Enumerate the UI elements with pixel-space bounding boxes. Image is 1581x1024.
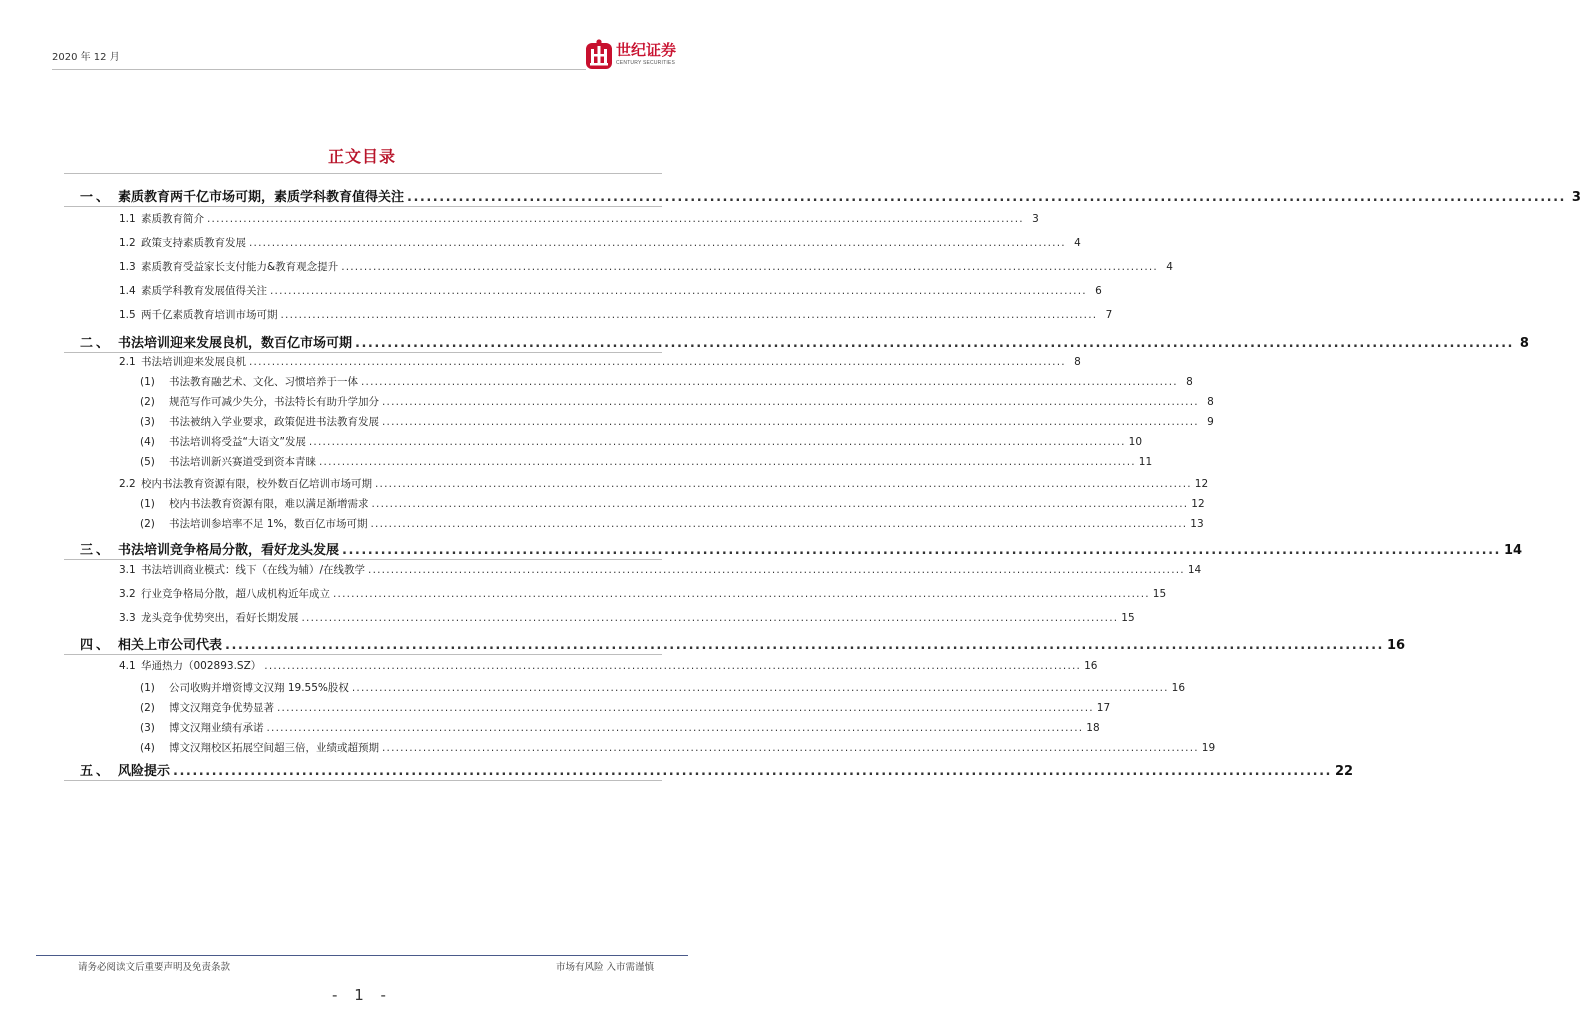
toc-entry-number: 1.3 [119,261,136,273]
toc-entry-leader: .................................................................................................................................................................................... [225,638,1384,653]
toc-entry-leader: .................................................................................................................................................................................... [382,396,1199,408]
toc-entry-title: 博文汉翔校区拓展空间超三倍，业绩或超预期 [169,742,379,754]
toc-entry-page: 12 [1194,478,1209,490]
toc-entry-leader: .................................................................................................................................................................................... [319,456,1136,468]
toc-entry-number: 三、 [80,543,113,558]
toc-entry-title: 素质教育受益家长支付能力&教育观念提升 [141,261,339,273]
risk-warning: 市场有风险 入市需谨慎 [555,962,654,973]
toc-entry-level-3[interactable] [140,434,1143,454]
toc-entry-number: 1.2 [119,237,136,249]
toc-entry-title: 龙头竞争优势突出，看好长期发展 [141,612,299,624]
toc-entry-number: (1) [140,682,155,694]
toc-entry-leader: .................................................................................................................................................................................... [382,742,1199,754]
toc-entry-title: 书法培训商业模式：线下（在线为辅）/在线教学 [141,564,366,576]
toc-entry-level-2[interactable] [119,211,1039,231]
toc-entry-title: 政策支持素质教育发展 [141,237,246,249]
toc-entry-title: 校内书法教育资源有限，难以满足渐增需求 [169,498,369,510]
toc-entry-number: 3.3 [119,612,136,624]
toc-entry-number: (2) [140,518,155,530]
toc-entry-page: 16 [1171,682,1186,694]
company-logo [586,36,696,72]
toc-entry-leader: .................................................................................................................................................................................... [382,416,1199,428]
toc-entry-title: 素质教育简介 [141,213,204,225]
toc-entry-title: 规范写作可减少失分，书法特长有助升学加分 [169,396,379,408]
toc-entry-page: 11 [1138,456,1153,468]
footer-divider [36,955,688,956]
toc-entry-leader: .................................................................................................................................................................................... [370,518,1188,530]
toc-entry-number: 1.4 [119,285,136,297]
toc-entry-title: 博文汉翔竞争优势显著 [169,702,274,714]
toc-title: 正文目录 [327,147,396,166]
toc-entry-leader: .................................................................................................................................................................................... [361,376,1178,388]
toc-entry-page: 9 [1207,416,1214,428]
toc-entry-number: 1.5 [119,309,136,321]
toc-entry-leader: .................................................................................................................................................................................... [249,237,1066,249]
toc-entry-leader: .................................................................................................................................................................................... [333,588,1150,600]
toc-entry-title: 书法培训新兴赛道受到资本青睐 [169,456,316,468]
toc-entry-page: 7 [1105,309,1113,321]
toc-entry-leader: .................................................................................................................................................................................... [371,498,1189,510]
toc-entry-level-2[interactable] [119,658,1098,678]
toc-entry-leader: .................................................................................................................................................................................... [368,564,1185,576]
toc-entry-leader: .................................................................................................................................................................................... [341,261,1158,273]
toc-entry-level-1[interactable] [80,634,1406,654]
toc-entry-level-2[interactable] [119,235,1081,255]
toc-entry-number: (3) [140,722,155,734]
toc-entry-leader: .................................................................................................................................................................................... [407,190,1566,205]
toc-entry-page: 10 [1128,436,1143,448]
toc-entry-title: 书法培训竞争格局分散，看好龙头发展 [118,543,340,558]
toc-entry-number: 4.1 [119,660,136,672]
toc-entry-number: 二、 [80,336,113,351]
toc-entry-leader: .................................................................................................................................................................................... [266,722,1084,734]
toc-entry-page: 3 [1571,190,1581,205]
toc-entry-level-1[interactable] [80,539,1523,559]
toc-entry-title: 公司收购并增资博文汉翔 19.55%股权 [169,682,349,694]
toc-entry-page: 18 [1086,722,1100,734]
toc-entry-level-2[interactable] [119,586,1167,606]
toc-title-divider [64,173,662,174]
toc-entry-title: 素质教育两千亿市场可期，素质学科教育值得关注 [118,190,405,205]
toc-entry-level-3[interactable] [140,374,1193,394]
toc-entry-number: (4) [140,742,155,754]
toc-entry-leader: .................................................................................................................................................................................... [342,543,1501,558]
toc-entry-level-2[interactable] [119,259,1173,279]
toc-entry-page: 12 [1191,498,1205,510]
toc-entry-level-3[interactable] [140,496,1205,516]
report-date: 2020 年 12 月 [52,52,120,63]
toc-entry-number: (1) [140,376,155,388]
toc-entry-page: 22 [1334,764,1354,779]
logo-english-name: CENTURY SECURITIES [616,59,675,66]
toc-entry-number: (1) [140,498,155,510]
toc-entry-page: 4 [1074,237,1081,249]
century-securities-logo-icon [586,39,612,69]
toc-entry-leader: .................................................................................................................................................................................... [308,436,1126,448]
toc-entry-level-2[interactable] [119,283,1102,303]
toc-entry-title: 相关上市公司代表 [118,638,223,653]
toc-entry-page: 15 [1121,612,1135,624]
toc-entry-page: 14 [1503,543,1523,558]
toc-entry-title: 书法培训迎来发展良机 [141,356,246,368]
toc-entry-leader: .................................................................................................................................................................................... [249,356,1066,368]
toc-entry-level-2[interactable] [119,610,1135,630]
toc-entry-page: 8 [1074,356,1081,368]
toc-entry-leader: .................................................................................................................................................................................... [280,309,1098,321]
toc-entry-number: (4) [140,436,155,448]
section-divider [64,352,662,353]
toc-entry-level-3[interactable] [140,740,1216,760]
page-number: - 1 - [332,986,392,1004]
toc-entry-title: 素质学科教育发展值得关注 [141,285,267,297]
toc-entry-page: 13 [1190,518,1204,530]
toc-entry-leader: .................................................................................................................................................................................... [355,336,1514,351]
toc-entry-page: 17 [1096,702,1111,714]
toc-entry-leader: .................................................................................................................................................................................... [270,285,1087,297]
toc-entry-level-2[interactable] [119,307,1113,327]
header-divider [52,69,586,70]
toc-entry-title: 书法被纳入学业要求，政策促进书法教育发展 [169,416,379,428]
toc-entry-title: 博文汉翔业绩有承诺 [169,722,264,734]
toc-entry-level-3[interactable] [140,414,1214,434]
toc-entry-title: 书法培训迎来发展良机，数百亿市场可期 [118,336,353,351]
logo-chinese-name: 世纪证券 [616,40,677,59]
disclaimer-notice: 请务必阅读文后重要声明及免责条款 [78,962,231,973]
toc-entry-page: 15 [1152,588,1167,600]
toc-entry-level-3[interactable] [140,680,1186,700]
toc-entry-level-2[interactable] [119,354,1081,374]
toc-entry-page: 14 [1187,564,1202,576]
toc-entry-title: 风险提示 [118,764,171,779]
toc-entry-page: 6 [1095,285,1102,297]
toc-entry-title: 行业竞争格局分散，超八成机构近年成立 [141,588,330,600]
toc-entry-level-3[interactable] [140,720,1100,740]
section-divider [64,654,662,655]
toc-entry-level-3[interactable] [140,700,1111,720]
toc-entry-title: 华通热力（002893.SZ） [141,660,262,672]
toc-entry-level-1[interactable] [80,332,1529,352]
toc-entry-number: 2.2 [119,478,136,490]
toc-entry-level-1[interactable] [80,186,1581,206]
toc-entry-title: 书法培训将受益“大语文”发展 [169,436,306,448]
toc-entry-leader: .................................................................................................................................................................................... [173,764,1332,779]
toc-entry-page: 3 [1032,213,1039,225]
toc-entry-number: 五、 [80,764,113,779]
toc-entry-number: (2) [140,702,155,714]
toc-entry-leader: .................................................................................................................................................................................... [351,682,1169,694]
toc-entry-level-2[interactable] [119,476,1209,496]
toc-entry-number: 3.2 [119,588,136,600]
toc-entry-page: 19 [1201,742,1216,754]
toc-entry-level-2[interactable] [119,562,1202,582]
toc-entry-page: 8 [1207,396,1214,408]
toc-entry-level-1[interactable] [80,760,1354,780]
toc-entry-page: 8 [1186,376,1193,388]
toc-entry-number: (2) [140,396,155,408]
toc-entry-page: 4 [1166,261,1173,273]
toc-entry-level-3[interactable] [140,516,1204,536]
toc-entry-leader: .................................................................................................................................................................................... [207,213,1024,225]
toc-entry-leader: .................................................................................................................................................................................... [264,660,1082,672]
toc-entry-title: 书法培训参培率不足 1%，数百亿市场可期 [169,518,368,530]
toc-entry-number: 3.1 [119,564,136,576]
section-divider [64,559,662,560]
toc-entry-number: (5) [140,456,155,468]
toc-entry-title: 两千亿素质教育培训市场可期 [141,309,278,321]
toc-entry-number: 1.1 [119,213,136,225]
toc-entry-title: 校内书法教育资源有限，校外数百亿培训市场可期 [141,478,372,490]
toc-entry-page: 8 [1519,336,1529,351]
section-divider [64,780,662,781]
section-divider [64,206,662,207]
toc-entry-level-3[interactable] [140,394,1214,414]
toc-entry-leader: .................................................................................................................................................................................... [375,478,1192,490]
toc-entry-leader: .................................................................................................................................................................................... [277,702,1094,714]
toc-entry-leader: .................................................................................................................................................................................... [301,612,1119,624]
toc-entry-number: (3) [140,416,155,428]
toc-entry-number: 2.1 [119,356,136,368]
toc-entry-title: 书法教育融艺术、文化、习惯培养于一体 [169,376,358,388]
toc-entry-page: 16 [1084,660,1098,672]
toc-entry-number: 四、 [80,638,113,653]
toc-entry-number: 一、 [80,190,113,205]
toc-entry-level-3[interactable] [140,454,1153,474]
toc-entry-page: 16 [1386,638,1406,653]
